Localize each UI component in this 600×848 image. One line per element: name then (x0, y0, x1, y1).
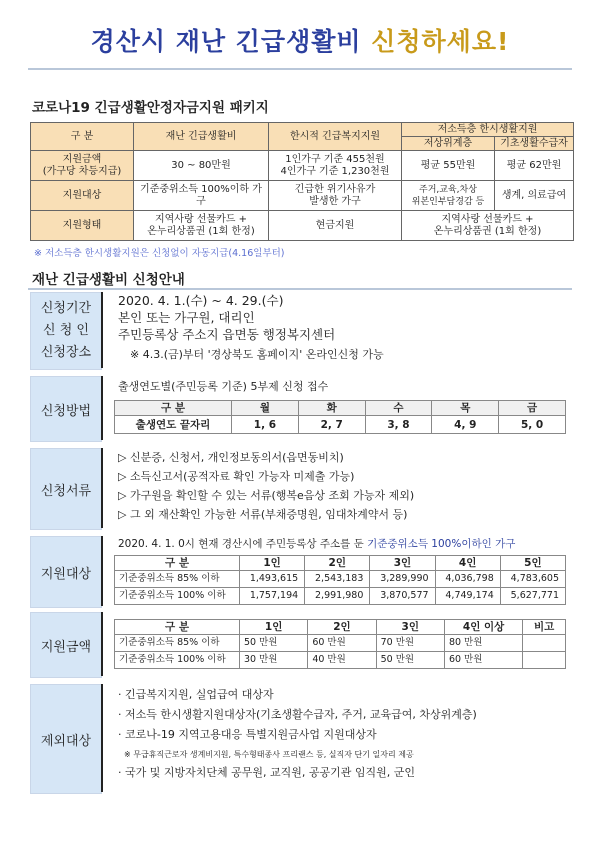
guide-divider (28, 288, 572, 290)
method-label: 신청방법 (40, 403, 92, 419)
applicant-label: 신 청 인 (43, 323, 89, 338)
pkg-row-label: 지원대상 (31, 181, 134, 211)
target-cell: 2,991,980 (305, 588, 370, 605)
amount-cell: 30 만원 (240, 652, 308, 669)
method-header: 화 (298, 401, 365, 416)
pkg-cell: 주거,교육,차상 위본인부담경감 등 (402, 181, 495, 211)
guide-heading: 재난 긴급생활비 신청안내 (32, 272, 185, 288)
target-divider (101, 536, 103, 606)
amount-cell: 50 만원 (240, 635, 308, 652)
target-cell: 기준중위소득 85% 이하 (115, 571, 240, 588)
amount-header: 3인 (376, 620, 444, 635)
pkg-cell: 평균 62만원 (495, 151, 574, 181)
amount-header: 2인 (308, 620, 376, 635)
target-header: 구 분 (115, 556, 240, 571)
package-note: ※ 저소득층 한시생활지원은 신청없이 자동지급(4.16일부터) (34, 248, 285, 259)
amount-header: 구 분 (115, 620, 240, 635)
amount-header: 비고 (523, 620, 566, 635)
pkg-cell: 긴급한 위기사유가 발생한 가구 (269, 181, 402, 211)
method-cell: 4, 9 (432, 416, 499, 434)
docs-label: 신청서류 (40, 483, 92, 499)
amount-label: 지원금액 (40, 639, 92, 655)
period-label: 신청기간 (40, 301, 92, 316)
docs-label-box (30, 448, 102, 530)
title-highlight: 신청하세요! (371, 27, 510, 56)
period-line: ※ 4.3.(금)부터 '경상북도 홈페이지' 온라인신청 가능 (130, 348, 384, 361)
target-header: 5인 (500, 556, 565, 571)
method-table (114, 400, 566, 434)
amount-cell: 40 만원 (308, 652, 376, 669)
pkg-cell: 지역사랑 선물카드 + 온누리상품권 (1회 한정) (402, 211, 574, 241)
pkg-row-label: 지원금액 (가구당 차등지급) (31, 151, 134, 181)
package-heading: 코로나19 긴급생활안정자금지원 패키지 (32, 100, 269, 116)
target-header: 3인 (370, 556, 435, 571)
method-cell: 2, 7 (298, 416, 365, 434)
target-intro (118, 537, 515, 551)
target-intro-highlight: 기준중위소득 100%이하인 가구 (367, 538, 516, 550)
amount-cell: 기준중위소득 85% 이하 (115, 635, 240, 652)
target-label: 지원대상 (40, 566, 92, 582)
method-cell: 1, 6 (232, 416, 299, 434)
target-header: 4인 (435, 556, 500, 571)
package-table (30, 122, 574, 241)
pkg-header-cell: 재난 긴급생활비 (134, 123, 269, 151)
amount-cell: 60 만원 (444, 652, 522, 669)
exclude-note: ※ 무급휴직근로자 생계비지원, 특수형태종사 프리랜스 등, 실직자 단기 일자리 제공 (124, 750, 414, 759)
target-cell: 3,289,990 (370, 571, 435, 588)
pkg-cell: 30 ~ 80만원 (134, 151, 269, 181)
amount-header: 4인 이상 (444, 620, 522, 635)
method-divider (101, 376, 103, 440)
target-cell: 5,627,771 (500, 588, 565, 605)
amount-cell: 50 만원 (376, 652, 444, 669)
method-cell: 출생연도 끝자리 (115, 416, 232, 434)
pkg-header-cell: 구 분 (31, 123, 134, 151)
target-label-box (30, 536, 102, 608)
docs-item: ▷ 가구원을 확인할 수 있는 서류(행복e음상 조회 가능자 제외) (118, 489, 415, 502)
target-cell: 3,870,577 (370, 588, 435, 605)
method-label-box (30, 376, 102, 442)
target-cell: 4,749,174 (435, 588, 500, 605)
target-header: 2인 (305, 556, 370, 571)
amount-cell (523, 652, 566, 669)
amount-header: 1인 (240, 620, 308, 635)
target-cell: 2,543,183 (305, 571, 370, 588)
method-header: 금 (499, 401, 566, 416)
method-header: 수 (365, 401, 432, 416)
pkg-cell: 현금지원 (269, 211, 402, 241)
exclude-item: · 저소득 한시생활지원대상자(기초생활수급자, 주거, 교육급여, 차상위계층) (118, 708, 477, 721)
exclude-label-box (30, 684, 102, 794)
title-divider (28, 68, 572, 70)
method-header: 구 분 (115, 401, 232, 416)
method-cell: 5, 0 (499, 416, 566, 434)
target-cell: 1,757,194 (240, 588, 305, 605)
target-cell: 4,783,605 (500, 571, 565, 588)
pkg-cell: 생계, 의료급여 (495, 181, 574, 211)
docs-item: ▷ 그 외 재산확인 가능한 서류(부채증명원, 임대차계약서 등) (118, 508, 408, 521)
period-label-box (30, 292, 102, 370)
target-header: 1인 (240, 556, 305, 571)
target-table (114, 555, 566, 605)
period-line: 2020. 4. 1.(수) ~ 4. 29.(수) (118, 293, 284, 308)
pkg-header-cell: 기초생활수급자 (495, 137, 574, 151)
period-line: 본인 또는 가구원, 대리인 (118, 310, 255, 325)
amount-label-box (30, 612, 102, 678)
docs-item: ▷ 신분증, 신청서, 개인정보동의서(읍면동비치) (118, 451, 344, 464)
target-cell: 4,036,798 (435, 571, 500, 588)
exclude-divider (101, 684, 103, 792)
page-title (0, 22, 600, 58)
place-label: 신청장소 (40, 345, 92, 360)
exclude-item: · 코로나-19 지역고용대응 특별지원금사업 지원대상자 (118, 728, 377, 741)
pkg-cell: 평균 55만원 (402, 151, 495, 181)
amount-cell: 70 만원 (376, 635, 444, 652)
target-cell: 기준중위소득 100% 이하 (115, 588, 240, 605)
amount-table (114, 619, 566, 669)
method-cell: 3, 8 (365, 416, 432, 434)
target-cell: 1,493,615 (240, 571, 305, 588)
period-line: 주민등록상 주소지 읍면동 행정복지센터 (118, 327, 336, 342)
amount-cell: 60 만원 (308, 635, 376, 652)
pkg-row-label: 지원형태 (31, 211, 134, 241)
method-header: 월 (232, 401, 299, 416)
docs-item: ▷ 소득신고서(공적자료 확인 가능자 미제출 가능) (118, 470, 355, 483)
amount-cell: 기준중위소득 100% 이하 (115, 652, 240, 669)
pkg-cell: 1인가구 기준 455천원 4인가구 기준 1,230천원 (269, 151, 402, 181)
pkg-cell: 기준중위소득 100%이하 가구 (134, 181, 269, 211)
pkg-header-cell: 저상위계층 (402, 137, 495, 151)
amount-cell (523, 635, 566, 652)
amount-divider (101, 612, 103, 676)
pkg-header-cell: 저소득층 한시생활지원 (402, 123, 574, 137)
target-intro-text: 2020. 4. 1. 0시 현재 경산시에 주민등록상 주소를 둔 (118, 538, 368, 550)
period-divider (101, 292, 103, 368)
pkg-header-cell: 한시적 긴급복지지원 (269, 123, 402, 151)
exclude-label: 제외대상 (40, 733, 92, 749)
title-main: 경산시 재난 긴급생활비 (90, 27, 372, 56)
docs-divider (101, 448, 103, 528)
amount-cell: 80 만원 (444, 635, 522, 652)
exclude-item: · 긴급복지지원, 실업급여 대상자 (118, 688, 274, 701)
method-intro: 출생연도별(주민등록 기준) 5부제 신청 접수 (118, 380, 329, 393)
exclude-item: · 국가 및 지방자치단체 공무원, 교직원, 공공기관 임직원, 군인 (118, 766, 415, 779)
method-header: 목 (432, 401, 499, 416)
pkg-cell: 지역사랑 선물카드 + 온누리상품권 (1회 한정) (134, 211, 269, 241)
